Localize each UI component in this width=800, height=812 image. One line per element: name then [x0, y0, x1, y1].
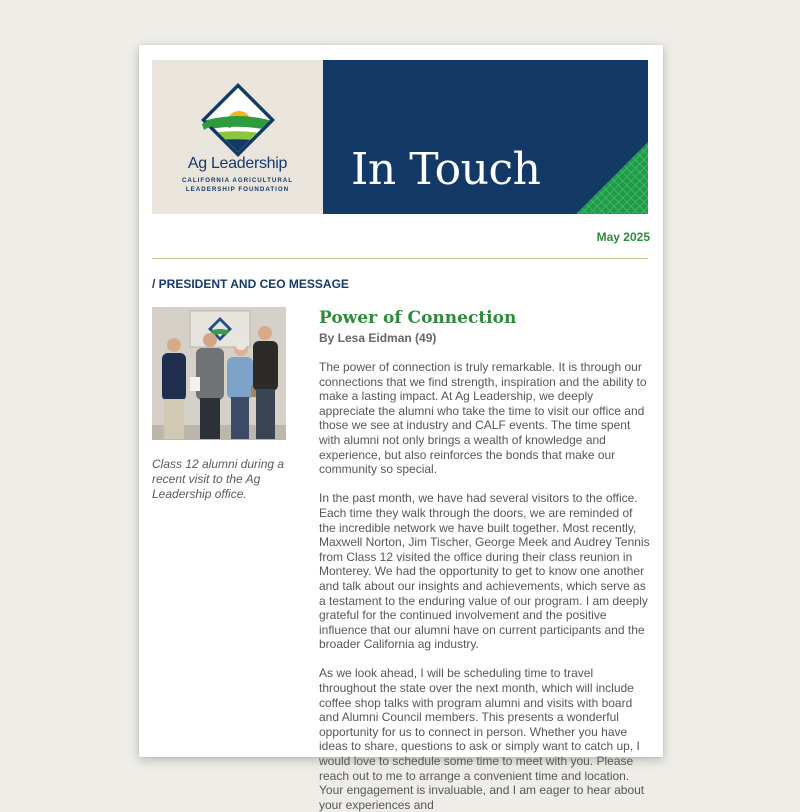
photo-caption: Class 12 alumni during a recent visit to the Ag Leadership office. — [152, 457, 285, 501]
article-paragraph: The power of connection is truly remarkable. It is through our connections that we find strength, inspiration and the ability to make a lasting impact. At Ag Leadership, we deeply appreciate the alumni who take the time to visit our office and those we see at industry and CALF events. The time spent with alumni not only brings a wealth of knowledge and experience, but also reinforces the bonds that make our community so special. — [319, 360, 647, 477]
article — [319, 307, 650, 812]
logo-name: Ag Leadership — [187, 155, 288, 172]
logo-subtitle-line-2: LEADERSHIP FOUNDATION — [185, 186, 290, 193]
newsletter-page — [139, 45, 663, 812]
group-photo — [152, 307, 286, 440]
logo-subtitle-line-1: CALIFORNIA AGRICULTURAL — [181, 177, 294, 184]
logo-panel — [152, 60, 323, 214]
article-title: Power of Connection — [319, 308, 517, 328]
issue-date: May 2025 — [596, 230, 650, 244]
article-byline: By Lesa Eidman (49) — [319, 331, 437, 345]
ag-leadership-diamond-logo-icon — [200, 82, 276, 158]
header-divider — [152, 258, 648, 259]
masthead — [152, 60, 648, 214]
corner-pattern-icon — [576, 142, 648, 214]
title-panel — [323, 60, 648, 214]
newsletter-title: In Touch — [351, 144, 541, 195]
article-paragraph: In the past month, we have had several visitors to the office. Each time they walk through the doors, we are reminded of the incredible network we have built together. Most recently, Maxwell Norton, Jim Tischer, George Meek and Audrey Tennis from Class 12 visited the office during their class reunion in Monterey. We had the opportunity to get to know one another and talk about our insights and achievements, which serve as a testament to the enduring value of our program. I am deeply grateful for the continued involvement and the positive influence that our alumni have on current participants and the broader California ag industry. — [319, 491, 650, 652]
article-paragraph: As we look ahead, I will be scheduling time to travel throughout the state over the next month, which will include coffee shop talks with program alumni and visits with board and Alumni Council members. This presents a wonderful opportunity for us to connect in person. Whether you have ideas to share, questions to ask or simply want to catch up, I would love to schedule some time to meet with you. Please reach out to me to arrange a convenient time and location. Your engagement is invaluable, and I am eager to hear about your experiences and — [319, 666, 645, 812]
section-label: / PRESIDENT AND CEO MESSAGE — [152, 277, 349, 291]
